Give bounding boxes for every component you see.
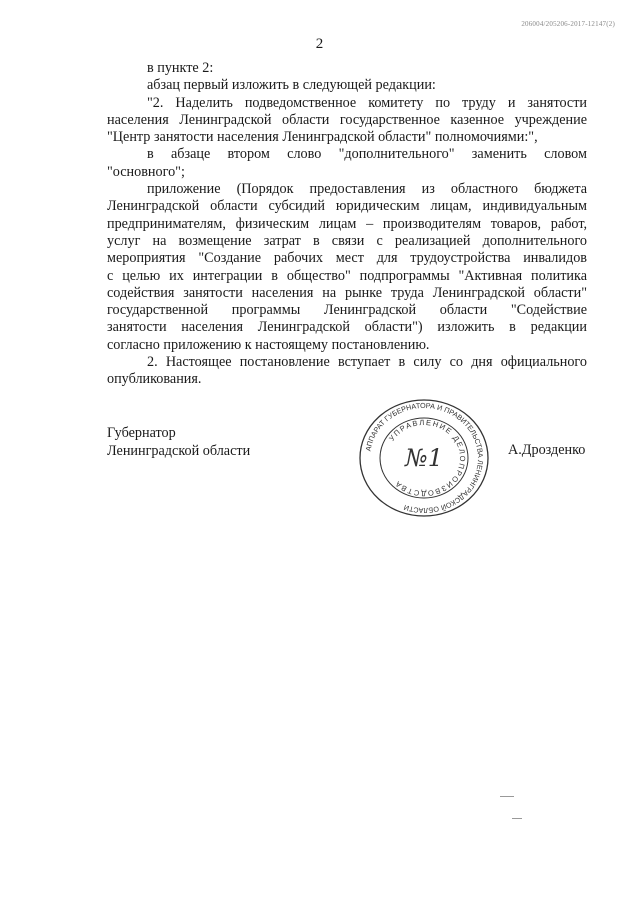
text-line: предпринимателям, физическим лицам – производителям товаров, работ, (107, 215, 587, 232)
text-line: согласно приложению к настоящему постановлению. (107, 336, 430, 353)
text-line: опубликования. (107, 371, 202, 388)
signatory-name: А.Дрозденко (508, 442, 586, 458)
text-line: населения Ленинградской области государственное казенное учреждение (107, 111, 587, 128)
text-line: в абзаце втором слово "дополнительного" заменить словом (147, 146, 587, 163)
scan-mark (500, 796, 514, 797)
document-code: 206004/205206-2017-12147(2) (521, 20, 615, 28)
official-stamp (357, 398, 491, 518)
signatory-title-line1: Губернатор (107, 425, 176, 441)
scan-mark (512, 818, 522, 819)
stamp-inner-text: УПРАВЛЕНИЕ ДЕЛОПРОИЗВОДСТВА (387, 417, 468, 499)
stamp-number: №1 (405, 444, 443, 472)
text-line: государственной программы Ленинградской области "Содействие (107, 302, 587, 319)
signatory-title (107, 425, 250, 460)
text-line: "2. Наделить подведомственное комитету по труду и занятости (147, 94, 587, 111)
text-line: мероприятия "Создание рабочих мест для трудоустройства инвалидов (107, 250, 587, 267)
text-line: "Центр занятости населения Ленинградской области" полномочиями:", (107, 129, 538, 146)
text-line: абзац первый изложить в следующей редакции: (147, 77, 436, 94)
text-line: услуг на возмещение затрат в связи с реализацией дополнительного (107, 232, 587, 249)
text-line: занятости населения Ленинградской области") изложить в редакции (107, 319, 587, 336)
stamp-outer-text: АППАРАТ ГУБЕРНАТОРА И ПРАВИТЕЛЬСТВА ЛЕНИНГРАДСКОЙ ОБЛАСТИ (363, 400, 486, 516)
text-line: с целью их интеграции в общество" подпрограммы "Активная политика (107, 267, 587, 284)
text-line: в пункте 2: (147, 60, 214, 76)
text-line: приложение (Порядок предоставления из областного бюджета (147, 181, 587, 198)
signatory-title-line2: Ленинградской области (107, 442, 251, 459)
page-number: 2 (315, 36, 324, 52)
document-body (107, 60, 587, 389)
text-line: "основного"; (107, 163, 185, 180)
text-line: Ленинградской области субсидий юридическим лицам, индивидуальным (107, 198, 587, 215)
text-line: содействия занятости населения на рынке труда Ленинградской области" (107, 284, 587, 301)
text-line: 2. Настоящее постановление вступает в силу со дня официального (147, 354, 587, 371)
